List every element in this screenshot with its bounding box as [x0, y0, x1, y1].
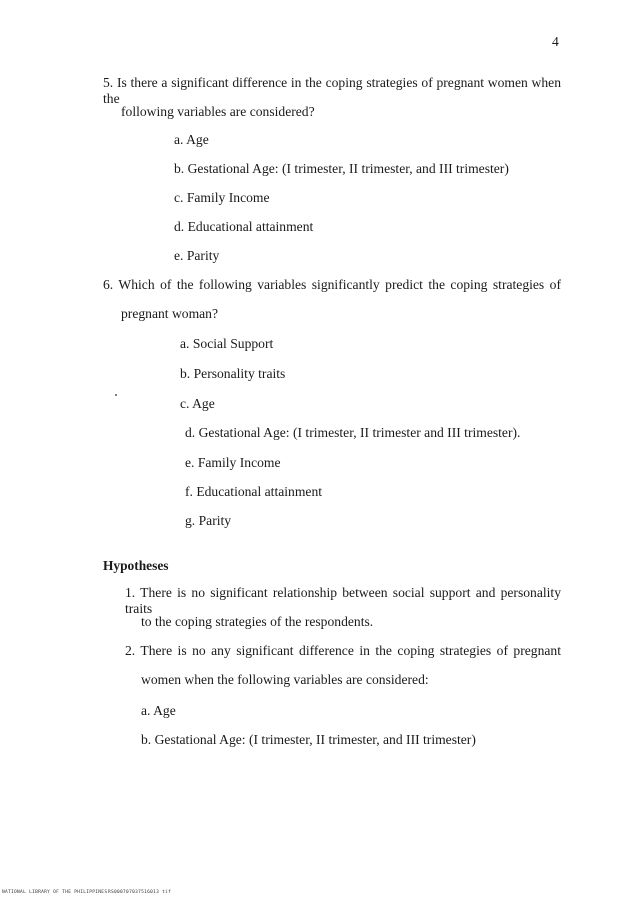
page-number: 4	[552, 34, 559, 49]
footer-library-stamp: NATIONAL LIBRARY OF THE PHILIPPINES	[2, 890, 108, 895]
hypothesis-2-line-2: women when the following variables are considered:	[141, 672, 429, 687]
list-item: a. Age	[174, 132, 209, 147]
question-6-line-2: pregnant woman?	[121, 306, 219, 321]
list-item: e. Parity	[174, 248, 220, 263]
list-item: d. Gestational Age: (I trimester, II trimester and III trimester).	[185, 425, 521, 440]
list-item: c. Age	[180, 396, 215, 411]
list-item: a. Age	[141, 703, 176, 718]
question-6-line-1: 6. Which of the following variables significantly predict the coping strategies of	[103, 277, 561, 292]
scan-speck	[115, 394, 117, 396]
list-item: d. Educational attainment	[174, 219, 314, 234]
hypothesis-1-line-2: to the coping strategies of the respondents.	[141, 614, 374, 629]
list-item: b. Gestational Age: (I trimester, II trimester, and III trimester)	[174, 161, 509, 176]
list-item: c. Family Income	[174, 190, 270, 205]
question-5-line-2: following variables are considered?	[121, 104, 315, 119]
hypothesis-1-line-1: 1. There is no significant relationship between social support and personality traits	[125, 585, 561, 616]
list-item: e. Family Income	[185, 455, 281, 470]
question-5-line-1: 5. Is there a significant difference in the coping strategies of pregnant women when the	[103, 75, 561, 106]
list-item: b. Gestational Age: (I trimester, II trimester, and III trimester)	[141, 732, 476, 747]
list-item: g. Parity	[185, 513, 232, 528]
footer-file-code: RS000707037516013 tif	[108, 890, 172, 895]
list-item: f. Educational attainment	[185, 484, 323, 499]
hypotheses-heading: Hypotheses	[103, 558, 169, 573]
list-item: b. Personality traits	[180, 366, 286, 381]
list-item: a. Social Support	[180, 336, 274, 351]
hypothesis-2-line-1: 2. There is no any significant difference in the coping strategies of pregnant	[125, 643, 561, 658]
